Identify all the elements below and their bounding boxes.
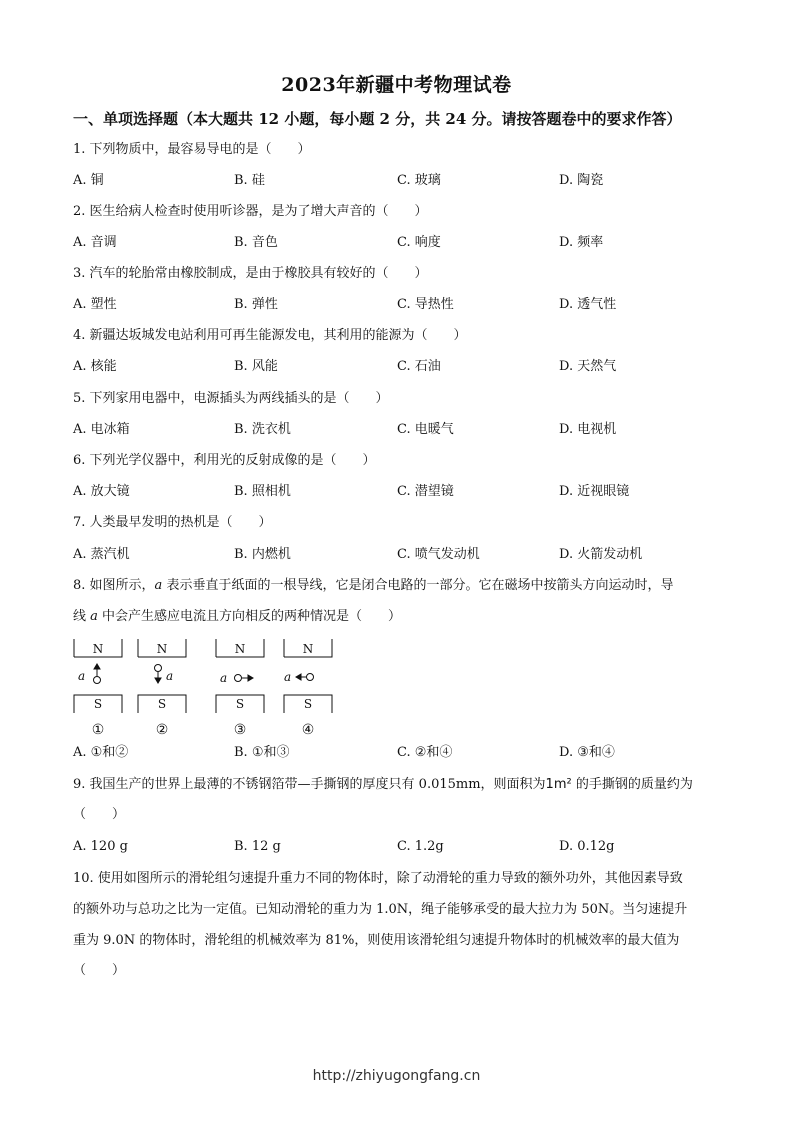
q9-option-d: D. 0.12g [559, 839, 615, 854]
q8-option-a: A. ①和② [73, 745, 129, 760]
q8-text: 中会产生感应电流且方向相反的两种情况是（ ） [97, 609, 402, 624]
wire-symbol: a [154, 578, 163, 593]
south-pole-label: S [157, 697, 167, 711]
q8-text: 线 [73, 609, 91, 624]
q8-option-b: B. ①和③ [234, 745, 290, 760]
south-pole-label: S [235, 697, 245, 711]
question-8-line-2 [73, 608, 401, 626]
q5-option-a: A. 电冰箱 [73, 422, 130, 437]
q2-option-c: C. 响度 [397, 235, 441, 250]
question-10-line-2: 的额外功与总功之比为一定值。已知动滑轮的重力为 1.0N，绳子能够承受的最大拉力为 50N。当匀速提升 [73, 902, 688, 917]
exam-title: 2023年新疆中考物理试卷 [281, 74, 512, 96]
q3-option-c: C. 导热性 [397, 297, 454, 312]
q9-text: 的手撕钢的质量约为 [571, 777, 693, 792]
q2-option-a: A. 音调 [73, 235, 117, 250]
wire-label: a [78, 669, 86, 683]
q8-option-d: D. ③和④ [559, 745, 615, 760]
north-pole-label: N [92, 642, 104, 656]
diagram-case-3 [216, 639, 264, 738]
q4-option-a: A. 核能 [73, 359, 117, 374]
wire-label: a [166, 669, 174, 683]
q9-option-a: A. 120 g [73, 839, 128, 854]
case-label: ① [91, 722, 105, 738]
question-2: 2. 医生给病人检查时使用听诊器，是为了增大声音的（ ） [73, 204, 428, 219]
south-pole-label: S [303, 697, 313, 711]
question-9-line-2: （ ） [73, 807, 126, 822]
wire-label: a [284, 670, 292, 684]
q6-option-a: A. 放大镜 [73, 484, 130, 499]
question-7: 7. 人类最早发明的热机是（ ） [73, 515, 272, 530]
wire-cross-section [235, 675, 242, 682]
north-pole-label: N [156, 642, 168, 656]
question-10-line-4: （ ） [73, 963, 126, 978]
q8-text: 8. 如图所示， [73, 578, 155, 593]
q7-option-d: D. 火箭发动机 [559, 547, 643, 562]
q8-text: 表示垂直于纸面的一根导线，它是闭合电路的一部分。它在磁场中按箭头方向运动时，导 [162, 578, 674, 593]
arrow-head [155, 678, 161, 683]
q2-option-d: D. 频率 [559, 235, 604, 250]
q9-option-c: C. 1.2g [397, 839, 444, 854]
q1-option-a: A. 铜 [73, 173, 104, 188]
q1-option-c: C. 玻璃 [397, 173, 441, 188]
magnet-diagram [70, 636, 350, 738]
north-pole-label: N [302, 642, 314, 656]
q6-option-c: C. 潜望镜 [397, 484, 454, 499]
wire-cross-section [155, 665, 162, 672]
q4-option-b: B. 风能 [234, 359, 278, 374]
question-8-line-1 [73, 577, 673, 595]
diagram-case-2 [138, 639, 186, 738]
q9-option-b: B. 12 g [234, 839, 281, 854]
footer-url: http://zhiyugongfang.cn [312, 1068, 481, 1084]
q9-text: 9. 我国生产的世界上最薄的不锈钢箔带—手撕钢的厚度只有 0.015mm，则面积为 [73, 777, 546, 792]
question-10-line-3: 重为 9.0N 的物体时，滑轮组的机械效率为 81%，则使用该滑轮组匀速提升物体时的机械效率的最大值为 [73, 933, 680, 948]
q1-option-b: B. 硅 [234, 173, 265, 188]
q5-option-b: B. 洗衣机 [234, 422, 291, 437]
arrow-head [94, 664, 100, 669]
section-heading: 一、单项选择题（本大题共 12 小题，每小题 2 分，共 24 分。请按答题卷中的要求作答） [73, 110, 682, 128]
question-5: 5. 下列家用电器中，电源插头为两线插头的是（ ） [73, 391, 389, 406]
q5-option-d: D. 电视机 [559, 422, 617, 437]
q7-option-c: C. 喷气发动机 [397, 547, 480, 562]
south-pole-label: S [93, 697, 103, 711]
case-label: ④ [301, 722, 315, 738]
wire-label: a [220, 671, 228, 685]
q9-unit: 1m² [545, 777, 572, 792]
q7-option-a: A. 蒸汽机 [73, 547, 130, 562]
question-6: 6. 下列光学仪器中，利用光的反射成像的是（ ） [73, 453, 376, 468]
q4-option-c: C. 石油 [397, 359, 441, 374]
q8-option-c: C. ②和④ [397, 745, 453, 760]
wire-cross-section [307, 674, 314, 681]
q6-option-d: D. 近视眼镜 [559, 484, 630, 499]
q3-option-d: D. 透气性 [559, 297, 617, 312]
wire-cross-section [94, 677, 101, 684]
q5-option-c: C. 电暖气 [397, 422, 454, 437]
q1-option-d: D. 陶瓷 [559, 173, 604, 188]
q3-option-b: B. 弹性 [234, 297, 278, 312]
diagram-case-1 [74, 639, 122, 738]
case-label: ③ [233, 722, 247, 738]
q7-option-b: B. 内燃机 [234, 547, 291, 562]
case-label: ② [155, 722, 169, 738]
arrow-head [248, 675, 253, 681]
q6-option-b: B. 照相机 [234, 484, 291, 499]
q4-option-d: D. 天然气 [559, 359, 617, 374]
q3-option-a: A. 塑性 [73, 297, 117, 312]
question-4: 4. 新疆达坂城发电站利用可再生能源发电，其利用的能源为（ ） [73, 328, 467, 343]
question-3: 3. 汽车的轮胎常由橡胶制成，是由于橡胶具有较好的（ ） [73, 266, 428, 281]
question-9-line-1 [73, 776, 693, 794]
question-1: 1. 下列物质中，最容易导电的是（ ） [73, 142, 311, 157]
arrow-head [296, 674, 301, 680]
question-10-line-1: 10. 使用如图所示的滑轮组匀速提升重力不同的物体时，除了动滑轮的重力导致的额外功外，其他因素导致 [73, 871, 683, 886]
north-pole-label: N [234, 642, 246, 656]
wire-symbol: a [90, 609, 98, 624]
q2-option-b: B. 音色 [234, 235, 278, 250]
diagram-case-4 [284, 639, 332, 738]
